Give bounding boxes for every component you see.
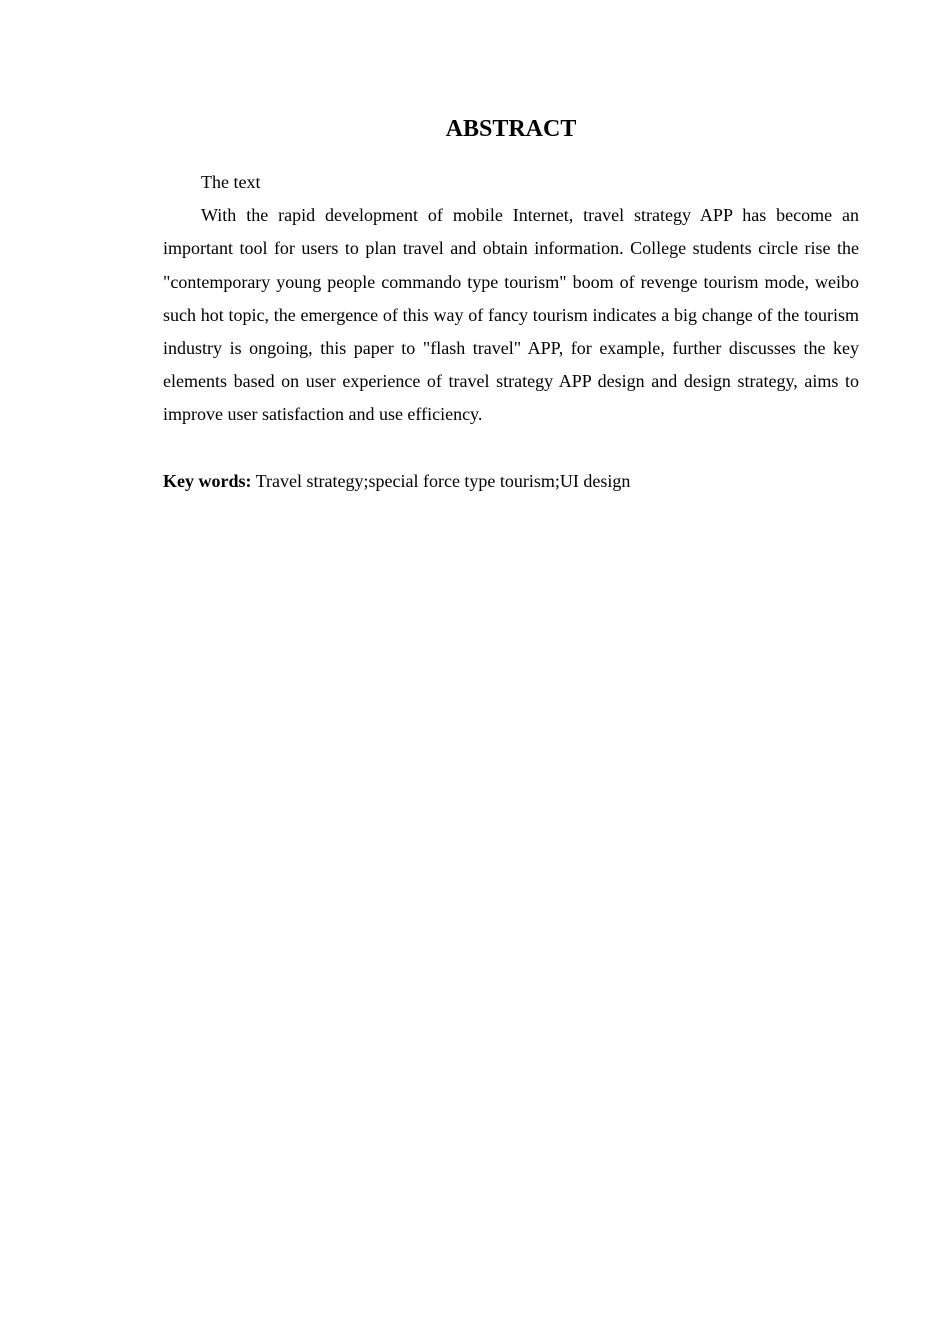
keywords-label: Key words: (163, 470, 252, 491)
abstract-section (163, 112, 859, 498)
keywords-value: Travel strategy;special force type tourism;UI design (251, 470, 631, 491)
abstract-lead: The text (201, 172, 261, 192)
abstract-heading: ABSTRACT (445, 116, 577, 142)
keywords-line (163, 465, 859, 498)
abstract-body: With the rapid development of mobile Internet, travel strategy APP has become an important tool for users to plan travel and obtain information. College students circle rise the "contemporary young people commando type tourism" boom of revenge tourism mode, weibo such hot topic, the emergence of this way of fancy tourism indicates a big change of the tourism industry is ongoing, this paper to "flash travel" APP, for example, further discusses the key elements based on user experience of travel strategy APP design and design strategy, aims to improve user satisfaction and use efficiency. (163, 205, 859, 425)
